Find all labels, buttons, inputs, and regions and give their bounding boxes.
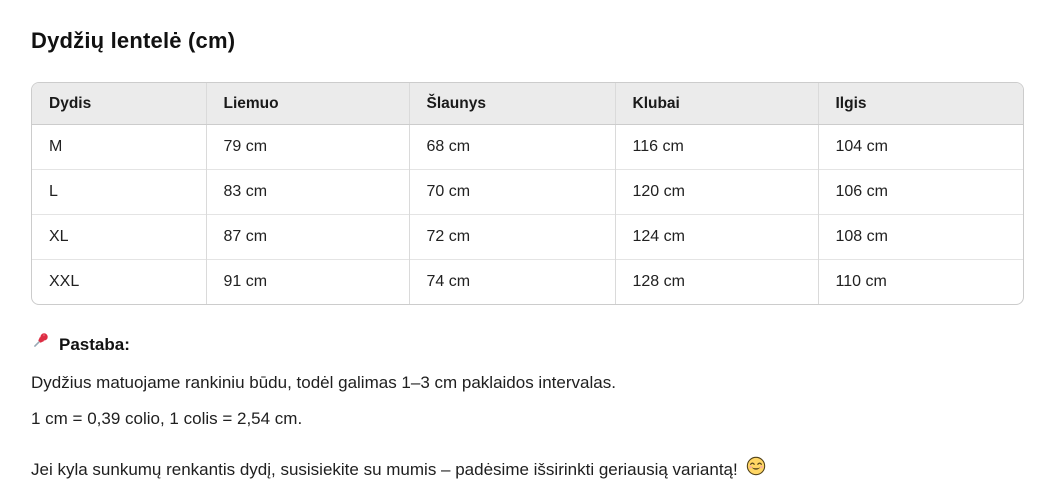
size-cell: L (32, 170, 206, 215)
table-cell: 110 cm (818, 260, 1024, 305)
note-line-conversion: 1 cm = 0,39 colio, 1 colis = 2,54 cm. (31, 409, 303, 428)
table-cell: 79 cm (206, 125, 409, 170)
table-cell: 83 cm (206, 170, 409, 215)
table-cell: 106 cm (818, 170, 1024, 215)
table-cell: 91 cm (206, 260, 409, 305)
note-line-contact (31, 456, 1024, 484)
note-line-tolerance: Dydžius matuojame rankiniu būdu, todėl galimas 1–3 cm paklaidos intervalas. (31, 373, 616, 392)
table-cell: 68 cm (409, 125, 615, 170)
note-heading (31, 331, 1024, 358)
size-table (31, 82, 1024, 305)
table-row-xl (32, 215, 1024, 260)
column-header-dydis: Dydis (32, 83, 206, 125)
note-contact-text: Jei kyla sunkumų renkantis dydį, susisiekite su mumis – padėsime išsirinkti geriausią variantą! (31, 460, 738, 479)
note-heading-label: Pastaba: (59, 334, 130, 354)
table-header-row (32, 83, 1024, 125)
table-cell: 87 cm (206, 215, 409, 260)
pushpin-icon (31, 331, 50, 358)
smiley-icon (746, 456, 766, 484)
column-header-liemuo: Liemuo (206, 83, 409, 125)
table-cell: 120 cm (615, 170, 818, 215)
table-cell: 108 cm (818, 215, 1024, 260)
note-section (31, 331, 1024, 484)
table-row-m (32, 125, 1024, 170)
table-cell: 128 cm (615, 260, 818, 305)
table-cell: 116 cm (615, 125, 818, 170)
size-cell: M (49, 138, 63, 155)
table-row-l (32, 170, 1024, 215)
table-cell: 74 cm (409, 260, 615, 305)
size-cell: XXL (32, 260, 206, 305)
size-cell: XL (32, 215, 206, 260)
table-row-xxl (32, 260, 1024, 305)
table-cell: 104 cm (818, 125, 1024, 170)
table-cell: 72 cm (409, 215, 615, 260)
column-header-klubai: Klubai (615, 83, 818, 125)
page-title: Dydžių lentelė (cm) (31, 28, 236, 53)
column-header-ilgis: Ilgis (818, 83, 1024, 125)
table-cell: 70 cm (409, 170, 615, 215)
column-header-slaunys: Šlaunys (409, 83, 615, 125)
table-cell: 124 cm (615, 215, 818, 260)
